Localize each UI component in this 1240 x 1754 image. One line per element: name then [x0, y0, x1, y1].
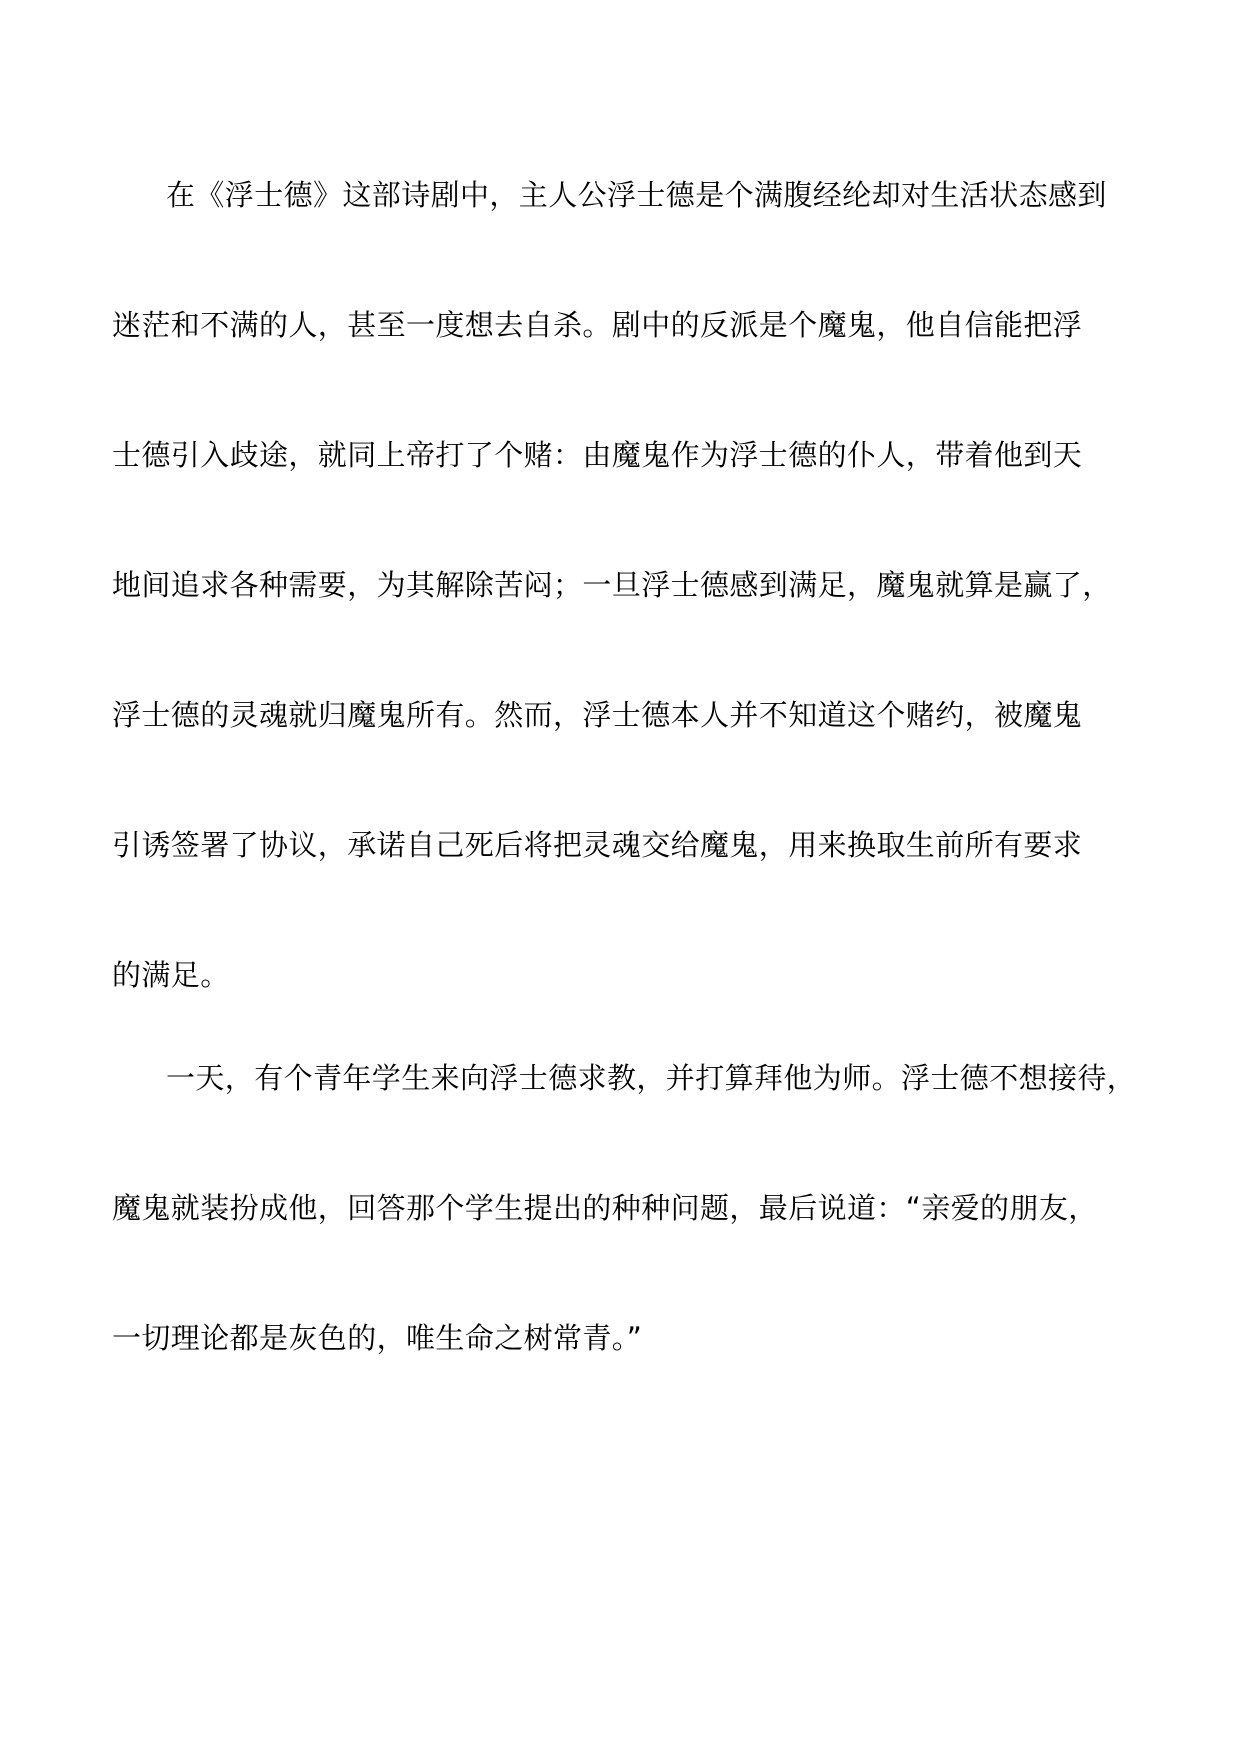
- paragraph1-line-2: 迷茫和不满的人，甚至一度想去自杀。剧中的反派是个魔鬼，他自信能把浮: [112, 308, 1083, 342]
- paragraph1-line-5: 浮士德的灵魂就归魔鬼所有。然而，浮士德本人并不知道这个赌约，被魔鬼: [112, 698, 1083, 732]
- paragraph1-line-1: 在《浮士德》这部诗剧中，主人公浮士德是个满腹经纶却对生活状态感到: [166, 178, 1107, 212]
- paragraph1-line-6: 引诱签署了协议，承诺自己死后将把灵魂交给魔鬼，用来换取生前所有要求: [112, 828, 1083, 862]
- paragraph1-line-3: 士德引入歧途，就同上帝打了个赌：由魔鬼作为浮士德的仆人，带着他到天: [112, 438, 1083, 472]
- paragraph2-line-1: 一天，有个青年学生来向浮士德求教，并打算拜他为师。浮士德不想接待，: [166, 1061, 1137, 1095]
- paragraph2-line-2: 魔鬼就装扮成他，回答那个学生提出的种种问题，最后说道：“亲爱的朋友，: [112, 1191, 1098, 1225]
- paragraph2-line-3: 一切理论都是灰色的，唯生命之树常青。”: [112, 1321, 643, 1355]
- paragraph1-line-4: 地间追求各种需要，为其解除苦闷；一旦浮士德感到满足，魔鬼就算是赢了，: [112, 568, 1112, 602]
- paragraph1-line-7: 的满足。: [112, 958, 230, 992]
